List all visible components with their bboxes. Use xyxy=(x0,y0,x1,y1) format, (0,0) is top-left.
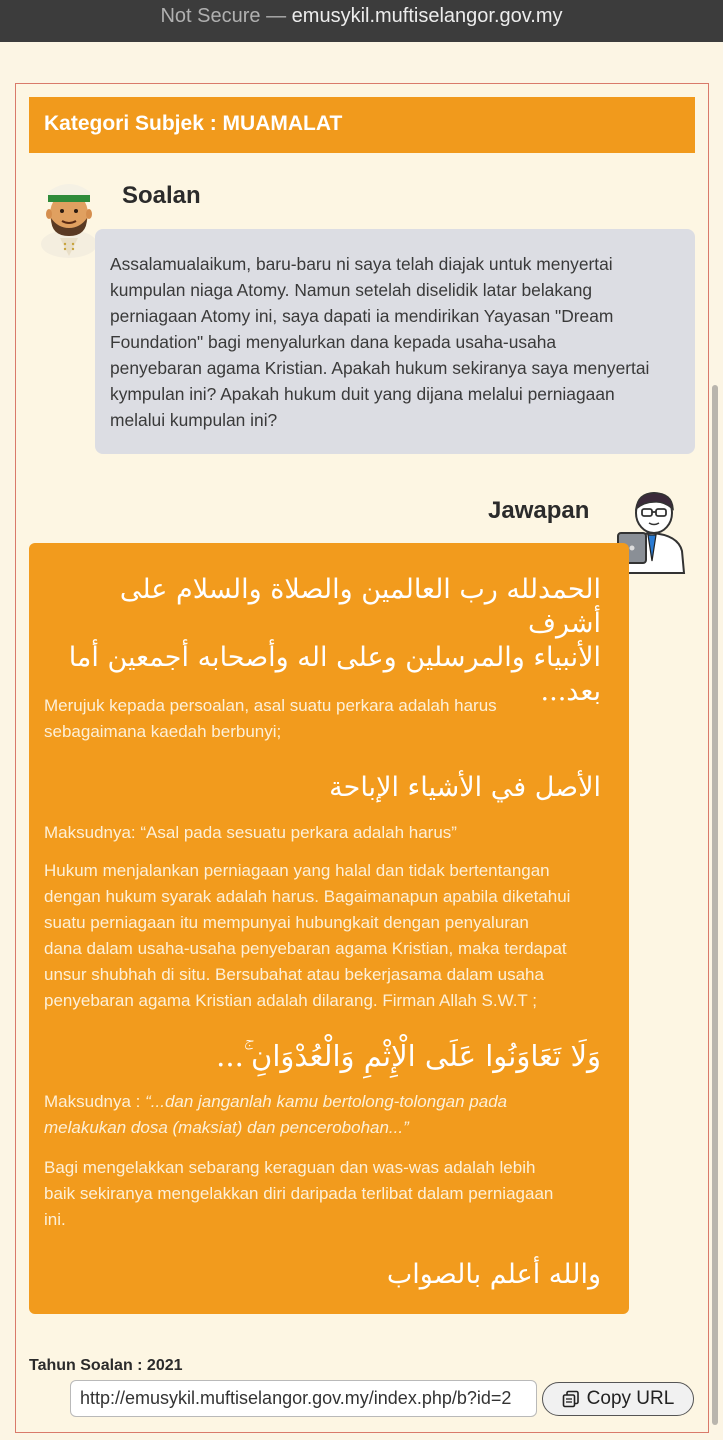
paragraph-line: melakukan dosa (maksiat) dan pencerobohan...” xyxy=(44,1118,409,1137)
scrollbar-thumb[interactable] xyxy=(712,385,718,1425)
answer-paragraph-2: Maksudnya: “Asal pada sesuatu perkara adalah harus” xyxy=(44,823,457,842)
ustaz-avatar-icon xyxy=(34,178,104,258)
answer-paragraph-4 xyxy=(44,1089,614,1141)
answer-title: Jawapan xyxy=(488,497,590,524)
arabic-line: الحمدلله رب العالمين والصلاة والسلام على أشرف xyxy=(119,574,601,639)
paragraph-line: Bagi mengelakkan sebarang keraguan dan was-was adalah lebih xyxy=(44,1158,536,1177)
arabic-line: الأنبياء والمرسلين وعلى اله وأصحابه أجمعين أما xyxy=(68,642,601,673)
closing-arabic: والله أعلم بالصواب xyxy=(386,1259,601,1290)
question-line: Assalamualaikum, baru-baru ni saya telah diajak untuk menyertai xyxy=(110,254,613,274)
paragraph-line: unsur shubhah di situ. Bersubahat atau bekerjasama dalam usaha xyxy=(44,965,544,984)
paragraph-line: ini. xyxy=(44,1210,66,1229)
answer-bubble xyxy=(29,543,629,1314)
security-label: Not Secure xyxy=(160,5,261,27)
question-line: melalui kumpulan ini? xyxy=(110,410,278,430)
question-line: penyebaran agama Kristian. Apakah hukum sekiranya saya menyertai xyxy=(110,358,650,378)
paragraph-line: dana dalam usaha-usaha penyebaran agama Kristian, maka terdapat xyxy=(44,939,567,958)
address-separator: — xyxy=(260,5,292,27)
verse-arabic: وَلَا تَعَاوَنُوا عَلَى الْإِثْمِ وَالْعُدْوَانِ ۚ... xyxy=(216,1039,601,1073)
answer-paragraph-1 xyxy=(44,693,614,745)
paragraph-line: suatu perniagaan itu mempunyai hubungkait dengan penyaluran xyxy=(44,913,529,932)
category-header: Kategori Subjek : MUAMALAT xyxy=(29,97,695,153)
address-line xyxy=(0,5,723,28)
arabic-line: بعد... xyxy=(540,676,601,707)
paragraph-line: penyebaran agama Kristian adalah dilarang. Firman Allah S.W.T ; xyxy=(44,991,537,1010)
copy-url-button[interactable] xyxy=(542,1382,694,1416)
question-title: Soalan xyxy=(122,182,201,209)
answer-paragraph-5 xyxy=(44,1155,614,1233)
copy-icon xyxy=(562,1390,580,1408)
host-name: emusykil.muftiselangor.gov.my xyxy=(291,5,563,27)
question-year: Tahun Soalan : 2021 xyxy=(29,1357,183,1374)
share-url-input[interactable] xyxy=(70,1380,537,1417)
maxim-arabic: الأصل في الأشياء الإباحة xyxy=(329,772,601,803)
question-bubble xyxy=(95,229,695,454)
paragraph-line: Merujuk kepada persoalan, asal suatu perkara adalah harus xyxy=(44,696,497,715)
question-line: kumpulan niaga Atomy. Namun setelah diselidik latar belakang xyxy=(110,280,593,300)
meaning-prefix: Maksudnya : xyxy=(44,1092,146,1111)
question-line: Foundation" bagi menyalurkan dana kepada usaha-usaha xyxy=(110,332,557,352)
meaning-text: “...dan janganlah kamu bertolong-tolongan pada xyxy=(145,1092,508,1111)
copy-url-label: Copy URL xyxy=(586,1388,675,1409)
browser-address-bar[interactable] xyxy=(0,0,723,42)
question-line: kympulan ini? Apakah hukum duit yang dijana melalui perniagaan xyxy=(110,384,615,404)
question-line: perniagaan Atomy ini, saya dapati ia mendirikan Yayasan "Dream xyxy=(110,306,614,326)
answer-opening-arabic xyxy=(41,573,601,709)
answer-paragraph-3 xyxy=(44,858,614,1014)
paragraph-line xyxy=(44,1089,614,1115)
paragraph-line: dengan hukum syarak adalah harus. Bagaimanapun apabila diketahui xyxy=(44,887,571,906)
paragraph-line: sebagaimana kaedah berbunyi; xyxy=(44,722,282,741)
paragraph-line: Hukum menjalankan perniagaan yang halal dan tidak bertentangan xyxy=(44,861,550,880)
paragraph-line: baik sekiranya mengelakkan diri daripada terlibat dalam perniagaan xyxy=(44,1184,554,1203)
